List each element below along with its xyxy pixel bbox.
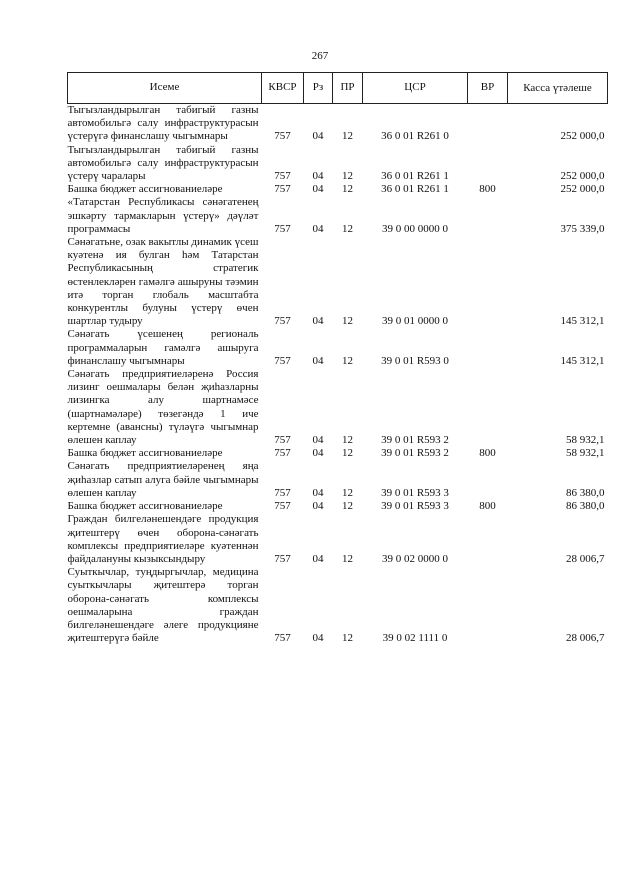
row-kvsr: 757 xyxy=(274,552,291,565)
row-kvsr: 757 xyxy=(274,486,291,499)
row-amount: 252 000,0 xyxy=(560,130,605,143)
row-rz: 04 xyxy=(312,500,324,513)
page-number: 267 xyxy=(311,50,329,62)
row-csr: 39 0 00 0000 0 xyxy=(382,222,448,235)
row-kvsr: 757 xyxy=(274,130,291,143)
row-vr: 800 xyxy=(479,447,496,460)
row-rz: 04 xyxy=(312,434,324,447)
row-kvsr: 757 xyxy=(274,447,291,460)
row-name: Сәнәгатьне, озак вакытлы динамик үсеш куәтенә ия булган һәм Татарстан Республикасының стратегик өстенлекләрен гамәлгә ашыруны тәэмин итә торган глобаль масштабта конкурентлы булуны үстерү өчен шартлар тудыру xyxy=(67,236,259,328)
row-name: Сәнәгать предприятиеләренә Россия лизинг оешмалары белән җиһазларны лизингка алу шартнамәсе (шартнамәләре) төзегәндә 1 иче кертемне (авансны) түләүгә чыгымнар өлешен каплау xyxy=(67,368,259,447)
row-csr: 39 0 01 R593 3 xyxy=(381,500,449,513)
table-row xyxy=(68,236,608,328)
budget-table xyxy=(67,72,608,645)
row-csr: 39 0 01 R593 3 xyxy=(381,486,449,499)
row-pr: 12 xyxy=(342,486,353,499)
header-csr: ЦСР xyxy=(363,73,468,104)
row-csr: 39 0 02 1111 0 xyxy=(382,632,448,645)
row-name: Граждан билгеләнешендәге продукция җитештерү өчен оборона-сәнәгать комплексы предприятиеләре куәтеннән файдалануны кызыксындыру xyxy=(67,513,259,565)
row-amount: 58 932,1 xyxy=(566,434,605,447)
row-vr xyxy=(468,368,508,447)
row-amount: 145 312,1 xyxy=(560,354,605,367)
table-row xyxy=(68,368,608,447)
header-kassa xyxy=(508,73,608,104)
row-kvsr: 757 xyxy=(274,434,291,447)
row-pr: 12 xyxy=(342,315,353,328)
row-kvsr: 757 xyxy=(274,222,291,235)
table-header xyxy=(68,73,608,104)
row-kvsr: 757 xyxy=(274,354,291,367)
row-name: Башка бюджет ассигнованиеләре xyxy=(67,183,223,196)
row-rz: 04 xyxy=(312,552,324,565)
row-pr: 12 xyxy=(342,354,353,367)
header-vr: ВР xyxy=(468,73,508,104)
row-vr: 800 xyxy=(479,500,496,513)
row-name: Сәнәгать предприятиеләренең яңа җиһазлар сатып алуга бәйле чыгымнары өлешен каплау xyxy=(67,460,259,499)
table-row xyxy=(68,183,608,196)
row-csr: 36 0 01 R261 0 xyxy=(381,130,449,143)
row-pr: 12 xyxy=(342,170,353,183)
table-row xyxy=(68,328,608,368)
row-pr: 12 xyxy=(342,183,353,196)
row-amount: 28 006,7 xyxy=(566,552,605,565)
row-kvsr: 757 xyxy=(274,500,291,513)
table-row xyxy=(68,447,608,460)
row-name: Тыгызландырылган табигый газны автомобильгә салу инфраструктурасын үстерүгә финанслашу чыгымнары xyxy=(67,104,259,143)
header-name: Исеме xyxy=(68,73,262,104)
table-row xyxy=(68,104,608,144)
row-csr: 39 0 01 R593 2 xyxy=(381,434,449,447)
row-amount: 375 339,0 xyxy=(560,222,605,235)
row-csr: 39 0 01 R593 2 xyxy=(381,447,449,460)
row-pr: 12 xyxy=(342,222,353,235)
row-amount: 252 000,0 xyxy=(560,170,605,183)
row-name: «Татарстан Республикасы сәнәгатенең эшкәрту тармакларын үстерү» дәүләт программасы xyxy=(67,196,259,235)
row-csr: 36 0 01 R261 1 xyxy=(381,170,449,183)
row-kvsr: 757 xyxy=(274,632,291,645)
row-vr xyxy=(468,104,508,144)
row-amount: 252 000,0 xyxy=(560,183,605,196)
row-amount: 58 932,1 xyxy=(566,447,605,460)
row-pr: 12 xyxy=(342,552,353,565)
row-amount: 28 006,7 xyxy=(566,632,605,645)
row-name: Башка бюджет ассигнованиеләре xyxy=(67,447,223,460)
row-csr: 39 0 01 0000 0 xyxy=(382,315,448,328)
header-rz: Рз xyxy=(304,73,333,104)
row-vr xyxy=(468,513,508,566)
row-rz: 04 xyxy=(312,354,324,367)
row-rz: 04 xyxy=(312,183,324,196)
row-vr xyxy=(468,460,508,500)
row-pr: 12 xyxy=(342,130,353,143)
row-amount: 86 380,0 xyxy=(566,486,605,499)
table-row xyxy=(68,196,608,236)
row-name: Сәнәгать үсешенең региональ программаларын гамәлгә ашыруга финанслашу чыгымнары xyxy=(67,328,259,367)
table-row xyxy=(68,566,608,645)
row-rz: 04 xyxy=(312,222,324,235)
row-csr: 39 0 02 0000 0 xyxy=(382,552,448,565)
row-rz: 04 xyxy=(312,486,324,499)
row-pr: 12 xyxy=(342,434,353,447)
row-amount: 145 312,1 xyxy=(560,315,605,328)
row-rz: 04 xyxy=(312,447,324,460)
header-kassa-label: Касса үтәлеше xyxy=(523,81,592,94)
row-vr xyxy=(468,566,508,645)
row-vr xyxy=(468,236,508,328)
row-vr xyxy=(468,144,508,184)
row-rz: 04 xyxy=(312,632,324,645)
header-pr: ПР xyxy=(333,73,363,104)
table-row xyxy=(68,460,608,500)
row-rz: 04 xyxy=(312,170,324,183)
row-amount: 86 380,0 xyxy=(566,500,605,513)
row-name: Суыткычлар, туңдыргычлар, медицина суыткычлары җитештерә торган оборона-сәнәгать комплексы оешмаларына граждан билгеләнешендәге әлеге продукцияне җитештерүгә бәйле xyxy=(67,566,259,645)
table-body xyxy=(68,104,608,646)
row-vr xyxy=(468,328,508,368)
row-csr: 39 0 01 R593 0 xyxy=(381,354,449,367)
row-rz: 04 xyxy=(312,130,324,143)
row-vr xyxy=(468,196,508,236)
row-kvsr: 757 xyxy=(274,315,291,328)
row-kvsr: 757 xyxy=(274,183,291,196)
table-row xyxy=(68,144,608,184)
row-kvsr: 757 xyxy=(274,170,291,183)
row-name: Башка бюджет ассигнованиеләре xyxy=(67,500,223,513)
table-row xyxy=(68,513,608,566)
row-csr: 36 0 01 R261 1 xyxy=(381,183,449,196)
row-pr: 12 xyxy=(342,500,353,513)
row-pr: 12 xyxy=(342,632,353,645)
row-rz: 04 xyxy=(312,315,324,328)
row-name: Тыгызландырылган табигый газны автомобильгә салу инфраструктурасын үстерү чаралары xyxy=(67,143,259,183)
row-vr: 800 xyxy=(479,183,496,196)
row-pr: 12 xyxy=(342,447,353,460)
table-row xyxy=(68,500,608,513)
header-kvsr: КВСР xyxy=(262,73,304,104)
